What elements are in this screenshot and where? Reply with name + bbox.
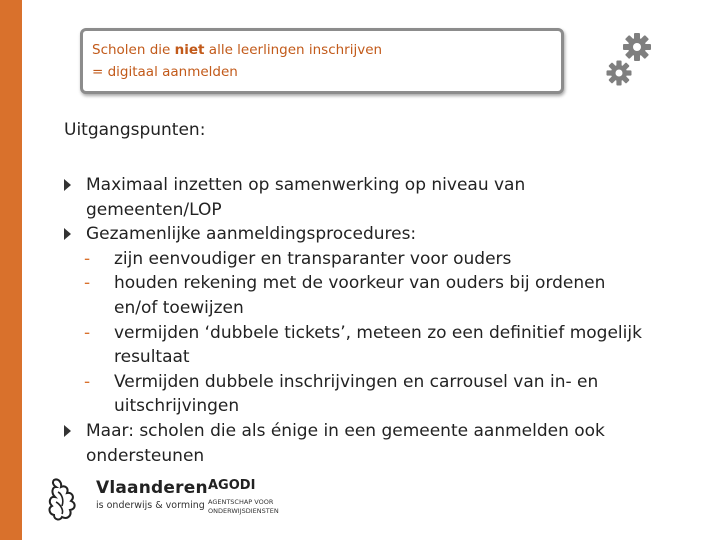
- dash-marker: -: [84, 248, 91, 269]
- footer-logos: [46, 472, 296, 522]
- sub-item: - zijn eenvoudiger en transparanter voor ouders: [64, 247, 704, 272]
- sub-item: - Vermijden dubbele inschrijvingen en carrousel van in- en uitschrijvingen: [84, 371, 599, 417]
- triangle-bullet-icon: [64, 228, 71, 240]
- sub-item: - vermijden ‘dubbele tickets’, meteen zo een definitief mogelijk resultaat: [84, 322, 642, 368]
- orange-side-bar: [0, 0, 22, 540]
- callout-box: [80, 28, 564, 94]
- gears-icon: [600, 30, 658, 88]
- bullet-list: [64, 173, 704, 468]
- agodi-tagline: AGENTSCHAP VOOR ONDERWIJSDIENSTEN: [208, 498, 279, 515]
- bullet-item: Gezamenlijke aanmeldingsprocedures:: [64, 222, 704, 247]
- section-heading: Uitgangspunten:: [64, 120, 206, 140]
- vlaanderen-logo-text: Vlaanderen: [96, 478, 208, 498]
- callout-emphasis: niet: [174, 42, 205, 58]
- callout-line-1: Scholen die niet alle leerlingen inschrijven: [92, 42, 383, 58]
- callout-line-2: = digitaal aanmelden: [92, 64, 238, 80]
- sub-item: - houden rekening met de voorkeur van ouders bij ordenen en/of toewijzen: [84, 273, 606, 318]
- vlaanderen-tagline: is onderwijs & vorming: [96, 500, 205, 511]
- agodi-logo-text: AGODI: [208, 478, 256, 493]
- triangle-bullet-icon: [64, 179, 71, 191]
- bullet-item: Maar: scholen die als énige in een gemeente aanmelden ook ondersteunen: [64, 419, 704, 468]
- flemish-lion-logo: [46, 476, 86, 522]
- dash-marker: -: [84, 273, 91, 294]
- dash-marker: -: [84, 371, 91, 392]
- bullet-item: Maximaal inzetten op samenwerking op niveau van gemeenten/LOP: [64, 173, 704, 222]
- dash-marker: -: [84, 322, 91, 343]
- triangle-bullet-icon: [64, 425, 71, 437]
